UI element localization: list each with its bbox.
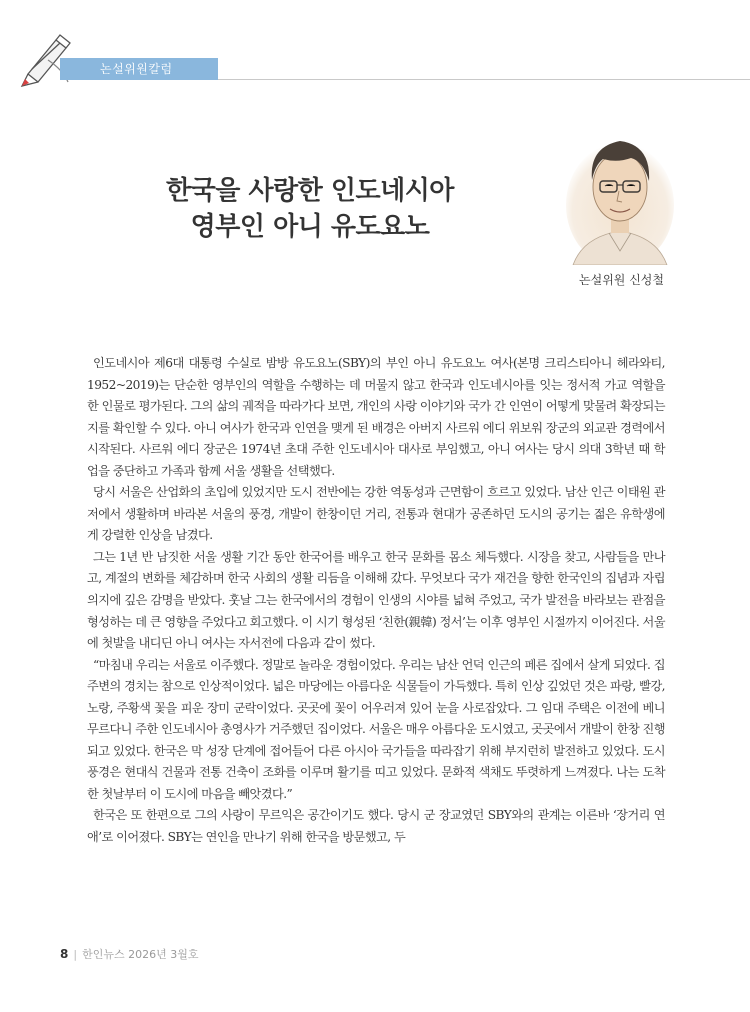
paragraph: 인도네시아 제6대 대통령 수실로 밤방 유도요노(SBY)의 부인 아니 유도요노 여사(본명 크리스티아니 헤라와티, 1952~2019)는 단순한 영부인의 역할을 수행하는 데 머물지 않고 한국과 인도네시아를 잇는 정서적 가교 역할을 한 인물로 평가된다. 그의 삶의 궤적을 따라가다 보면, 개인의 사랑 이야기와 국가 간 인연이 어떻게 맞물려 확장되는지를 확인할 수 있다. 아니 여사가 한국과 인연을 맺게 된 배경은 아버지 사르워 에디 위보워 장군의 외교관 경력에서 시작된다. 사르워 에디 장군은 1974년 초대 주한 인도네시아 대사로 부임했고, 아니 여사는 당시 의대 3학년 때 학업을 중단하고 가족과 함께 서울 생활을 선택했다.	[87, 356, 665, 478]
paragraph: 그는 1년 반 남짓한 서울 생활 기간 동안 한국어를 배우고 한국 문화를 몸소 체득했다. 시장을 찾고, 사람들을 만나고, 계절의 변화를 체감하며 한국 사회의 생활 리듬을 이해해 갔다. 무엇보다 국가 재건을 향한 한국인의 집념과 자립 의지에 깊은 감명을 받았다. 훗날 그는 한국에서의 경험이 인생의 시야를 넓혀 주었고, 국가 발전을 바라보는 관점을 형성하는 데 큰 영향을 주었다고 회고했다. 이 시기 형성된 ‘친한(親韓) 정서’는 이후 영부인 시절까지 이어진다. 서울에 첫발을 내디딘 아니 여사는 자서전에 다음과 같이 썼다.	[87, 549, 665, 651]
article-title-line2: 영부인 아니 유도요노	[190, 212, 430, 242]
publication-name: 한인뉴스 2026년 3월호	[82, 948, 199, 961]
page-footer: 8 | 한인뉴스 2026년 3월호	[60, 947, 199, 961]
page-number: 8	[60, 947, 69, 961]
author-byline: 논설위원 신성철	[579, 273, 664, 287]
paragraph: 한국은 또 한편으로 그의 사랑이 무르익은 공간이기도 했다. 당시 군 장교였던 SBY와의 관계는 이른바 ‘장거리 연애’로 이어졌다. SBY는 연인을 만나기 위해 한국을 방문했고, 두	[87, 808, 665, 845]
header-rule	[218, 79, 750, 80]
paragraph: 당시 서울은 산업화의 초입에 있었지만 도시 전반에는 강한 역동성과 근면함이 흐르고 있었다. 남산 인근 이태원 관저에서 생활하며 바라본 서울의 풍경, 개발이 한창이던 거리, 전통과 현대가 공존하던 도시의 공기는 젊은 유학생에게 강렬한 인상을 남겼다.	[87, 485, 665, 543]
article-body	[87, 353, 665, 849]
section-label: 논설위원칼럼	[100, 62, 173, 76]
article-title-line1: 한국을 사랑한 인도네시아	[166, 176, 454, 206]
author-portrait	[565, 125, 675, 265]
quote-paragraph: “마침내 우리는 서울로 이주했다. 정말로 놀라운 경험이었다. 우리는 남산 언덕 인근의 페른 집에서 살게 되었다. 집 주변의 경치는 참으로 인상적이었다. 넓은 마당에는 아름다운 식물들이 가득했다. 특히 인상 깊었던 것은 파랑, 빨강, 노랑, 주황색 꽃을 피운 장미 군락이었다. 곳곳에 꽃이 어우러져 있어 눈을 사로잡았다. 그 임대 주택은 이전에 베니 무르다니 주한 인도네시아 총영사가 거주했던 집이었다. 서울은 매우 아름다운 도시였고, 곳곳에서 개발이 한창 진행되고 있었다. 한국은 막 성장 단계에 접어들어 다른 아시아 국가들을 따라잡기 위해 부지런히 발전하고 있었다. 도시 풍경은 현대식 건물과 전통 건축이 조화를 이루며 활기를 띠고 있었다. 문화적 색채도 뚜렷하게 느껴졌다. 나는 도착한 첫날부터 이 도시에 마음을 빼앗겼다.”	[87, 657, 665, 801]
